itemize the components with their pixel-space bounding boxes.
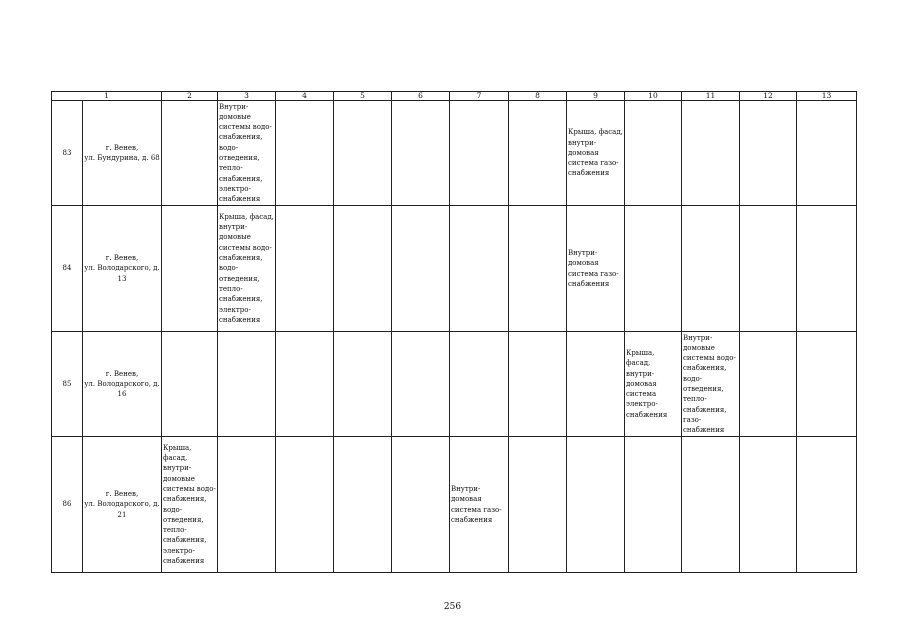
- row-number: 84: [52, 206, 83, 332]
- cell-col-7: [450, 206, 509, 332]
- cell-col-13: [797, 206, 857, 332]
- cell-col-13: [797, 437, 857, 573]
- row-number: 83: [52, 101, 83, 206]
- cell-col-8: [509, 101, 567, 206]
- header-col-9: 9: [567, 92, 625, 101]
- cell-col-2: [162, 332, 218, 437]
- header-col-12: 12: [740, 92, 797, 101]
- header-col-8: 8: [509, 92, 567, 101]
- table-row: [52, 437, 857, 573]
- cell-col-9: Внутри- домовая система газо- снабжения: [567, 206, 625, 332]
- cell-col-11: Внутри- домовые системы водо- снабжения, водо- отведения, тепло- снабжения, газо- снабжения: [682, 332, 740, 437]
- row-address: г. Венев, ул. Володарского, д. 16: [83, 332, 162, 437]
- cell-col-10: [625, 101, 682, 206]
- cell-col-13: [797, 332, 857, 437]
- cell-col-6: [392, 437, 450, 573]
- cell-col-8: [509, 332, 567, 437]
- cell-col-9: [567, 437, 625, 573]
- cell-col-4: [276, 101, 334, 206]
- row-address: г. Венев, ул. Володарского, д. 21: [83, 437, 162, 573]
- cell-col-10: [625, 206, 682, 332]
- cell-col-8: [509, 206, 567, 332]
- cell-col-3: [218, 437, 276, 573]
- cell-col-5: [334, 206, 392, 332]
- cell-col-9: [567, 332, 625, 437]
- header-col-10: 10: [625, 92, 682, 101]
- cell-col-12: [740, 101, 797, 206]
- cell-col-2: [162, 101, 218, 206]
- cell-col-3: Внутри- домовые системы водо- снабжения, водо- отведения, тепло- снабжения, электро- снабжения: [218, 101, 276, 206]
- header-col-11: 11: [682, 92, 740, 101]
- cell-col-6: [392, 332, 450, 437]
- header-col-7: 7: [450, 92, 509, 101]
- header-col-2: 2: [162, 92, 218, 101]
- cell-col-2: [162, 206, 218, 332]
- cell-col-13: [797, 101, 857, 206]
- cell-col-8: [509, 437, 567, 573]
- cell-col-12: [740, 332, 797, 437]
- cell-col-3: Крыша, фасад, внутри- домовые системы водо- снабжения, водо- отведения, тепло- снабжения, электро- снабжения: [218, 206, 276, 332]
- cell-col-5: [334, 437, 392, 573]
- table-row: [52, 332, 857, 437]
- cell-col-7: [450, 101, 509, 206]
- cell-col-11: [682, 437, 740, 573]
- cell-col-11: [682, 101, 740, 206]
- header-col-1: 1: [52, 92, 162, 101]
- cell-col-5: [334, 332, 392, 437]
- table-row: [52, 206, 857, 332]
- cell-col-6: [392, 101, 450, 206]
- row-number: 86: [52, 437, 83, 573]
- page-number: 256: [443, 602, 462, 612]
- cell-col-4: [276, 206, 334, 332]
- cell-col-10: Крыша, фасад, внутри- домовая система электро- снабжения: [625, 332, 682, 437]
- cell-col-7: Внутри- домовая система газо- снабжения: [450, 437, 509, 573]
- cell-col-2: Крыша, фасад, внутри- домовые системы водо- снабжения, водо- отведения, тепло- снабжения, электро- снабжения: [162, 437, 218, 573]
- works-schedule-table: [51, 91, 857, 573]
- cell-col-4: [276, 332, 334, 437]
- header-row: [52, 92, 857, 101]
- header-col-3: 3: [218, 92, 276, 101]
- cell-col-12: [740, 206, 797, 332]
- row-address: г. Венев, ул. Бундурина, д. 68: [83, 101, 162, 206]
- cell-col-6: [392, 206, 450, 332]
- header-col-13: 13: [797, 92, 857, 101]
- cell-col-7: [450, 332, 509, 437]
- cell-col-11: [682, 206, 740, 332]
- cell-col-12: [740, 437, 797, 573]
- header-col-6: 6: [392, 92, 450, 101]
- cell-col-10: [625, 437, 682, 573]
- header-col-5: 5: [334, 92, 392, 101]
- cell-col-4: [276, 437, 334, 573]
- row-number: 85: [52, 332, 83, 437]
- row-address: г. Венев, ул. Володарского, д. 13: [83, 206, 162, 332]
- cell-col-9: Крыша, фасад, внутри- домовая система газо- снабжения: [567, 101, 625, 206]
- header-col-4: 4: [276, 92, 334, 101]
- table-row: [52, 101, 857, 206]
- cell-col-3: [218, 332, 276, 437]
- cell-col-5: [334, 101, 392, 206]
